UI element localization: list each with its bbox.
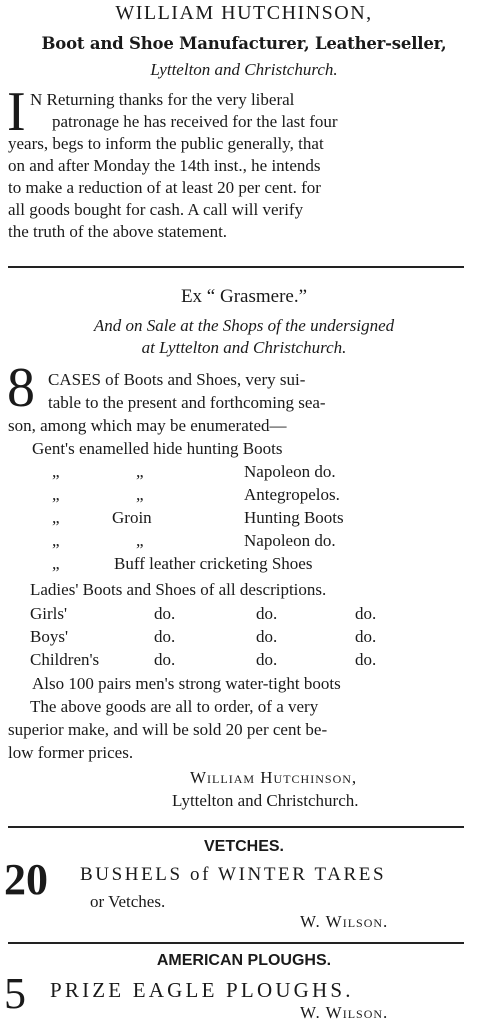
signature: W. Wilson. — [300, 912, 389, 931]
table-cell: Girls' — [30, 604, 68, 623]
ad2-line: table to the present and forthcoming sea- — [48, 393, 326, 412]
ad1-line: all goods bought for cash. A call will verify — [8, 200, 304, 219]
ditto-mark: „ — [52, 462, 60, 481]
ad2-subheading: at Lyttelton and Christchurch. — [141, 338, 347, 357]
advertiser-places: Lyttelton and Christchurch. — [150, 60, 338, 79]
table-cell: Boys' — [30, 627, 69, 646]
advertiser-trade: Boot and Shoe Manufacturer, Leather-seller, — [41, 34, 447, 53]
table-cell: do. — [355, 604, 377, 623]
ad2-heading: Ex “ Grasmere.” — [180, 286, 308, 307]
signature: William Hutchinson, — [190, 768, 358, 787]
ad1-line: to make a reduction of at least 20 per cent. for — [8, 178, 321, 197]
ad1-line: N Returning thanks for the very liberal — [30, 90, 295, 109]
signature: W. Wilson. — [300, 1003, 389, 1022]
ditto-mark: „ — [136, 462, 144, 481]
item-name: Buff leather cricketing Shoes — [114, 554, 313, 573]
divider — [8, 942, 464, 944]
table-cell: do. — [154, 650, 176, 669]
divider — [8, 826, 464, 828]
drop-cap: I — [7, 81, 26, 143]
table-cell: Children's — [30, 650, 100, 669]
ditto-mark: „ — [52, 508, 60, 527]
ad3-number: 20 — [4, 855, 48, 904]
ad2-subheading: And on Sale at the Shops of the undersigned — [93, 316, 395, 335]
ditto-mark: „ — [52, 485, 60, 504]
ad3-line: or Vetches. — [90, 892, 166, 911]
ditto-mark: „ — [52, 554, 60, 573]
ad4-heading: AMERICAN PLOUGHS. — [156, 952, 332, 969]
item-name: Groin — [112, 508, 152, 527]
ditto-mark: „ — [52, 531, 60, 550]
divider — [8, 266, 464, 268]
ad3-line: BUSHELS of WINTER TARES — [80, 864, 387, 885]
ad2-line: The above goods are all to order, of a very — [30, 697, 319, 716]
signature-places: Lyttelton and Christchurch. — [172, 791, 359, 810]
table-cell: do. — [154, 604, 176, 623]
ad4-number: 5 — [4, 969, 26, 1018]
item-name: Napoleon do. — [244, 531, 336, 550]
table-cell: do. — [355, 627, 377, 646]
ad2-line: superior make, and will be sold 20 per cent be- — [8, 720, 328, 739]
ad1-line: patronage he has received for the last four — [52, 112, 338, 131]
ad3-heading: VETCHES. — [203, 838, 284, 855]
ad1-line: on and after Monday the 14th inst., he intends — [8, 156, 321, 175]
table-cell: do. — [256, 650, 278, 669]
ad2-line: low former prices. — [8, 743, 134, 762]
advertiser-name: WILLIAM HUTCHINSON, — [115, 2, 373, 24]
ad2-line: Also 100 pairs men's strong water-tight boots — [32, 674, 341, 693]
ditto-mark: „ — [136, 531, 144, 550]
table-cell: do. — [256, 627, 278, 646]
ad2-line: son, among which may be enumerated— — [8, 416, 287, 435]
drop-cap: 8 — [7, 357, 35, 419]
ad1-line: years, begs to inform the public generally, that — [8, 134, 324, 153]
item-name: Antegropelos. — [244, 485, 340, 504]
ditto-mark: „ — [136, 485, 144, 504]
table-cell: do. — [355, 650, 377, 669]
item-name: Hunting Boots — [244, 508, 344, 527]
table-cell: do. — [154, 627, 176, 646]
ad2-line: CASES of Boots and Shoes, very sui- — [48, 370, 306, 389]
ad1-line: the truth of the above statement. — [8, 222, 228, 241]
ad2-line: Ladies' Boots and Shoes of all descriptions. — [30, 580, 327, 599]
item-name: Napoleon do. — [244, 462, 336, 481]
ad4-line: PRIZE EAGLE PLOUGHS. — [50, 978, 354, 1002]
table-cell: do. — [256, 604, 278, 623]
ad2-line: Gent's enamelled hide hunting Boots — [32, 439, 283, 458]
